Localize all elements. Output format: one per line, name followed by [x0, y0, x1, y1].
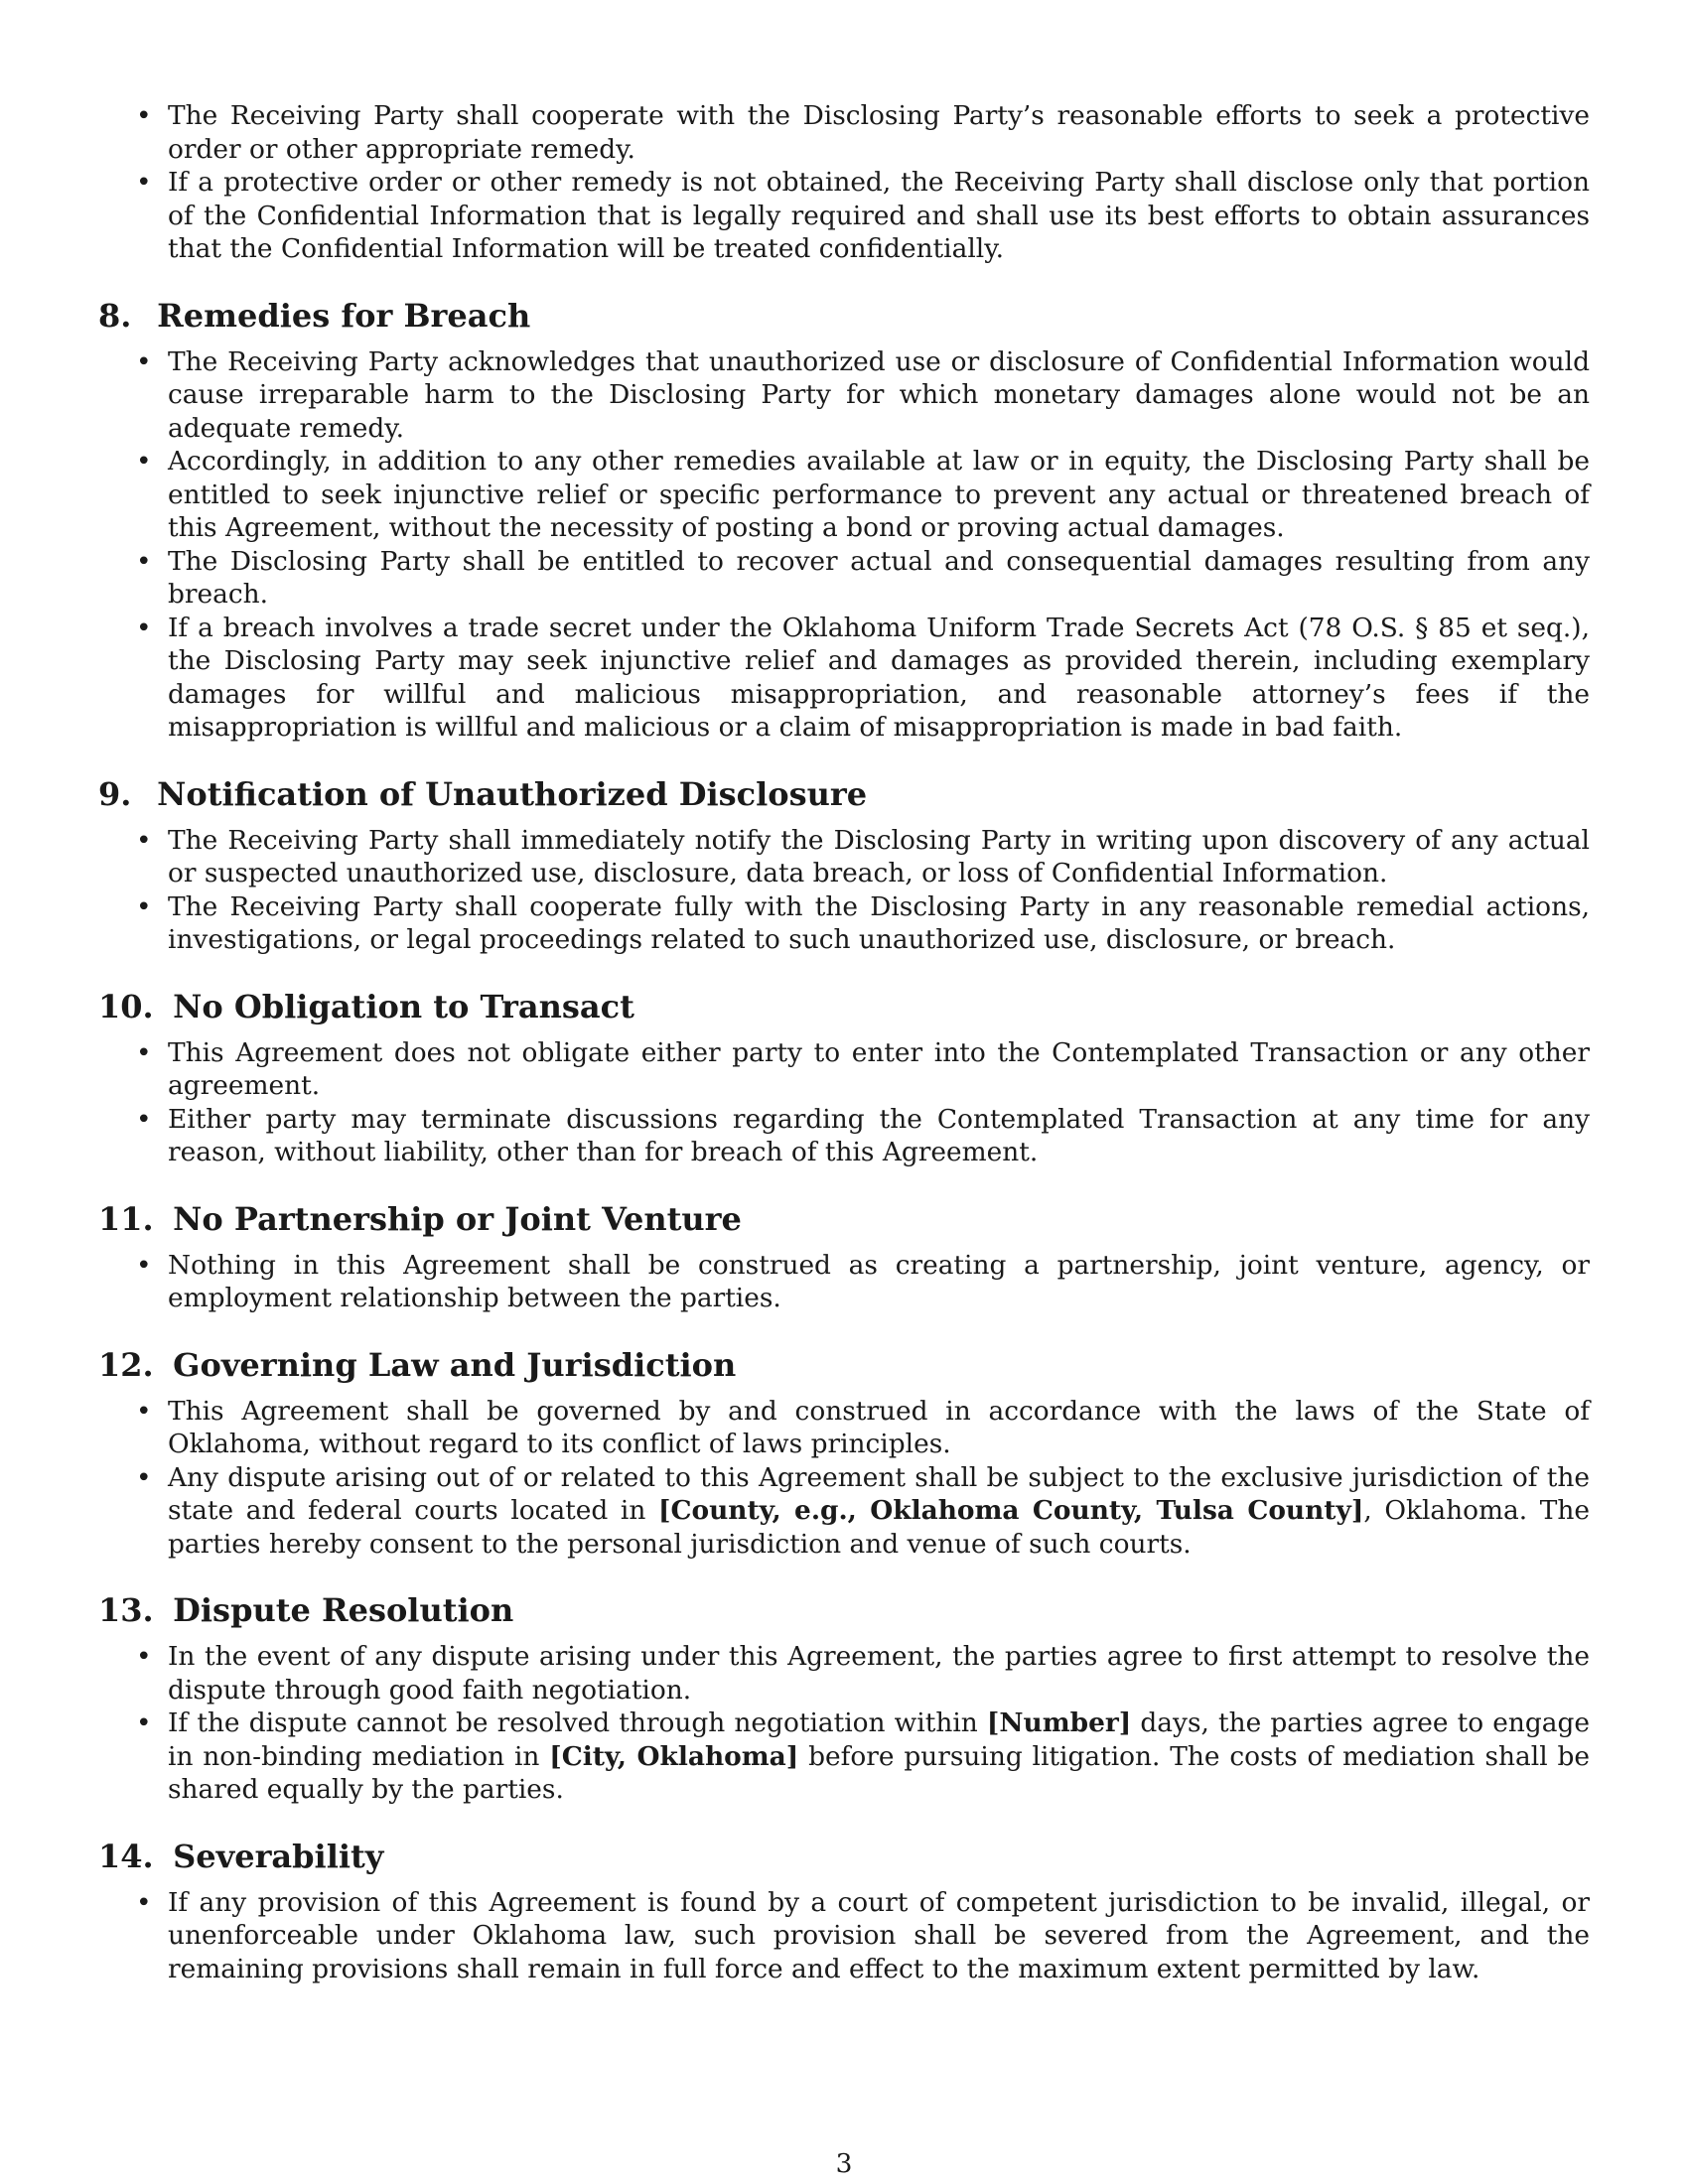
section-number: 12.: [98, 1345, 154, 1384]
list-item: • Nothing in this Agreement shall be construed as creating a partnership, joint venture, agency, or employment relationship between the parties.: [98, 1249, 1590, 1315]
list-item: • This Agreement does not obligate either party to enter into the Contemplated Transaction or any other agreement.: [98, 1036, 1590, 1103]
bullet-list: [98, 99, 1590, 266]
bullet-list: [98, 1249, 1590, 1315]
bullet-text: Any dispute arising out of or related to this Agreement shall be subject to the exclusive jurisdiction of the state and federal courts located in: [168, 1461, 1590, 1526]
list-item: • The Receiving Party shall cooperate with the Disclosing Party’s reasonable efforts to seek a protective order or other appropriate remedy.: [98, 99, 1590, 166]
bullet-text: If the dispute cannot be resolved through negotiation within: [168, 1707, 987, 1738]
county-placeholder: [County, e.g., Oklahoma County, Tulsa County]: [657, 1495, 1364, 1526]
bullet-list: [98, 1036, 1590, 1169]
section-number: 9.: [98, 774, 132, 813]
list-item: • If a protective order or other remedy is not obtained, the Receiving Party shall disclose only that portion of the Confidential Information that is legally required and shall use its best efforts to obtain assurances that the Confidential Information will be treated confidentially.: [98, 166, 1590, 266]
list-item: • If any provision of this Agreement is found by a court of competent jurisdiction to be invalid, illegal, or unenforceable under Oklahoma law, such provision shall be severed from the Agreement, and the remaining provisions shall remain in full force and effect to the maximum extent permitted by law.: [98, 1886, 1590, 1986]
section-heading: [98, 1199, 1590, 1239]
list-item: • In the event of any dispute arising under this Agreement, the parties agree to first attempt to resolve the dispute through good faith negotiation.: [98, 1640, 1590, 1706]
page-number: 3: [835, 2148, 853, 2179]
bullet-list: [98, 1886, 1590, 1986]
list-item: • The Receiving Party acknowledges that unauthorized use or disclosure of Confidential Information would cause irreparable harm to the Disclosing Party for which monetary damages alone would not be an adequate remedy.: [98, 345, 1590, 446]
section-number: 10.: [98, 987, 154, 1025]
city-placeholder: [City, Oklahoma]: [549, 1740, 799, 1772]
section-title: Severability: [173, 1837, 384, 1875]
section-title: Dispute Resolution: [173, 1591, 514, 1629]
list-item: • Accordingly, in addition to any other remedies available at law or in equity, the Disclosing Party shall be entitled to seek injunctive relief or specific performance to prevent any actual or threatened breach of this Agreement, without the necessity of posting a bond or proving actual damages.: [98, 445, 1590, 545]
section-heading: [98, 1837, 1590, 1876]
section-title: No Partnership or Joint Venture: [173, 1199, 742, 1238]
bullet-list: [98, 1395, 1590, 1562]
section-heading: [98, 1590, 1590, 1630]
section-heading: [98, 774, 1590, 814]
number-placeholder: [Number]: [986, 1707, 1132, 1738]
section-number: 13.: [98, 1591, 154, 1629]
list-item: • The Receiving Party shall cooperate fully with the Disclosing Party in any reasonable remedial actions, investigations, or legal proceedings related to such unauthorized use, disclosure, or breach.: [98, 890, 1590, 957]
bullet-list: [98, 345, 1590, 745]
list-item: [98, 1461, 1590, 1562]
list-item: • This Agreement shall be governed by and construed in accordance with the laws of the State of Oklahoma, without regard to its conflict of laws principles.: [98, 1395, 1590, 1461]
section-title: Remedies for Breach: [157, 296, 531, 335]
list-item: • Either party may terminate discussions regarding the Contemplated Transaction at any time for any reason, without liability, other than for breach of this Agreement.: [98, 1103, 1590, 1169]
section-number: 8.: [98, 296, 132, 335]
bullet-text: days, the parties agree to engage in non-binding mediation in: [168, 1707, 1590, 1772]
section-title: Governing Law and Jurisdiction: [173, 1345, 737, 1384]
list-item: [98, 1706, 1590, 1807]
section-title: No Obligation to Transact: [173, 987, 634, 1025]
section-heading: [98, 1345, 1590, 1385]
list-item: • The Disclosing Party shall be entitled to recover actual and consequential damages resulting from any breach.: [98, 545, 1590, 612]
list-item: • The Receiving Party shall immediately notify the Disclosing Party in writing upon discovery of any actual or suspected unauthorized use, disclosure, data breach, or loss of Confidential Information.: [98, 824, 1590, 890]
list-item: • If a breach involves a trade secret under the Oklahoma Uniform Trade Secrets Act (78 O.S. § 85 et seq.), the Disclosing Party may seek injunctive relief and damages as provided therein, including exemplary damages for willful and malicious misappropriation, and reasonable attorney’s fees if the misappropriation is willful and malicious or a claim of misappropriation is made in bad faith.: [98, 612, 1590, 745]
bullet-list: [98, 1640, 1590, 1807]
section-title: Notification of Unauthorized Disclosure: [157, 774, 868, 813]
section-heading: [98, 296, 1590, 336]
document-page: [98, 99, 1590, 1985]
section-number: 14.: [98, 1837, 154, 1875]
section-number: 11.: [98, 1199, 154, 1238]
bullet-text: , Oklahoma. The parties hereby consent to the personal jurisdiction and venue of such courts.: [168, 1495, 1590, 1560]
bullet-list: [98, 824, 1590, 957]
bullet-text: before pursuing litigation. The costs of mediation shall be shared equally by the parties.: [168, 1740, 1590, 1805]
section-heading: [98, 987, 1590, 1026]
